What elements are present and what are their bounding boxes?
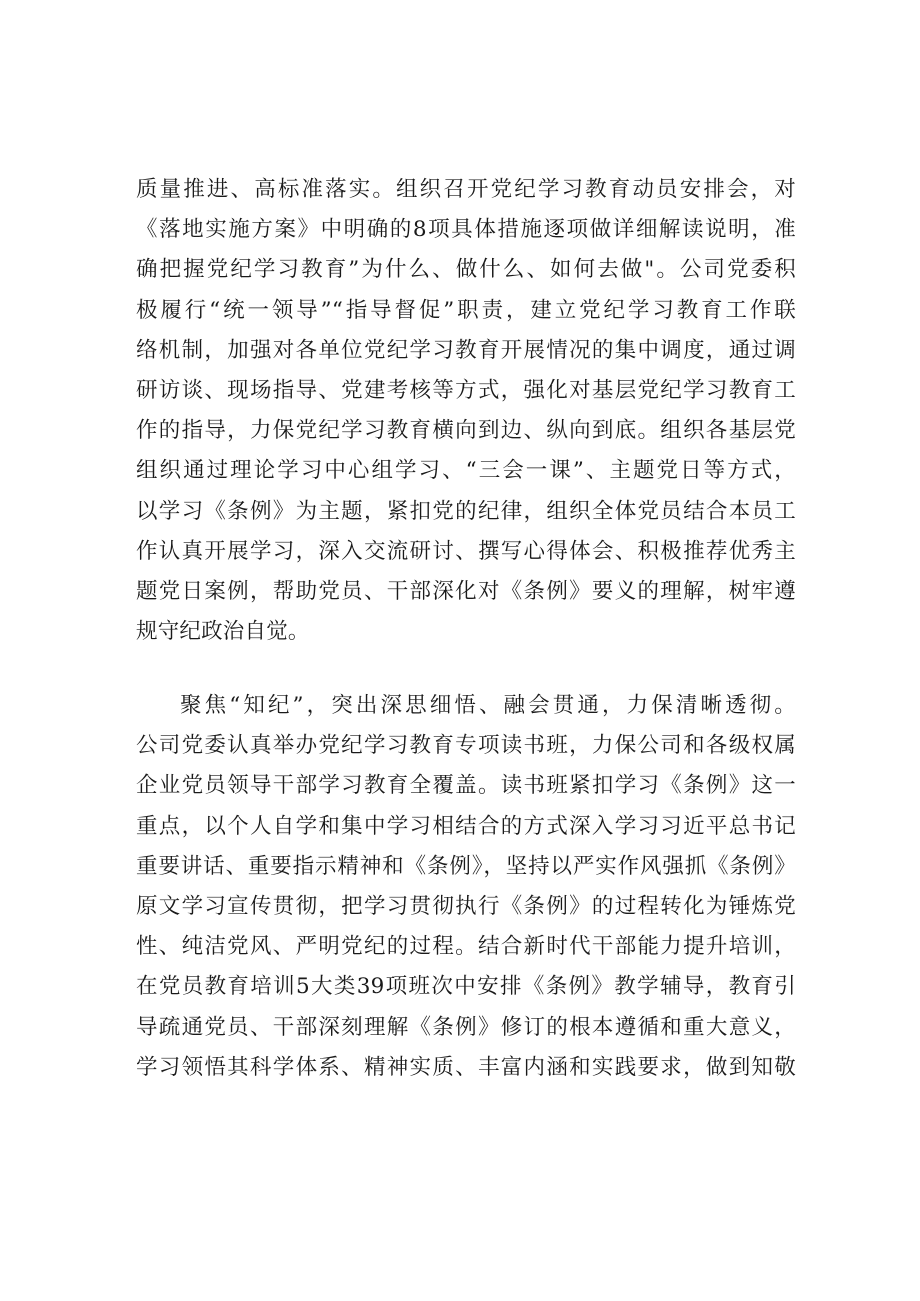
- paragraph-line: 以学习《条例》为主题，紧扣党的纪律，组织全体党员结合本员工: [136, 498, 796, 524]
- paragraph-line: 《落地实施方案》中明确的8项具体措施逐项做详细解读说明，准: [136, 217, 796, 243]
- paragraph-line: 题党日案例，帮助党员、干部深化对《条例》要义的理解，树牢遵: [136, 578, 796, 604]
- paragraph-1: [136, 170, 796, 652]
- paragraph-line: 导疏通党员、干部深刻理解《条例》修订的根本遵循和重大意义，: [136, 1014, 796, 1040]
- paragraph-line: 规守纪政治自觉。: [136, 619, 310, 645]
- paragraph-line: 作认真开展学习，深入交流研讨、撰写心得体会、积极推荐优秀主: [136, 538, 796, 564]
- paragraph-line: 络机制，加强对各单位党纪学习教育开展情况的集中调度，通过调: [136, 337, 796, 363]
- paragraph-2: [136, 686, 796, 1088]
- paragraph-line: 确把握党纪学习教育”为什么、做什么、如何去做"。公司党委积: [136, 257, 796, 283]
- paragraph-line: 学习领悟其科学体系、精神实质、丰富内涵和实践要求，做到知敬: [136, 1054, 796, 1080]
- paragraph-line: 质量推进、高标准落实。组织召开党纪学习教育动员安排会，对: [136, 177, 796, 202]
- paragraph-line: 重要讲话、重要指示精神和《条例》，坚持以严实作风强抓《条例》: [136, 853, 796, 879]
- paragraph-line: 重点，以个人自学和集中学习相结合的方式深入学习习近平总书记: [136, 813, 796, 839]
- paragraph-line: 作的指导，力保党纪学习教育横向到边、纵向到底。组织各基层党: [136, 418, 796, 444]
- paragraph-line: 原文学习宣传贯彻，把学习贯彻执行《条例》的过程转化为锤炼党: [136, 893, 796, 919]
- paragraph-line: 在党员教育培训5大类39项班次中安排《条例》教学辅导，教育引: [136, 974, 796, 1000]
- paragraph-line: 聚焦“知纪”，突出深思细悟、融会贯通，力保清晰透彻。: [180, 693, 796, 718]
- paragraph-line: 公司党委认真举办党纪学习教育专项读书班，力保公司和各级权属: [136, 733, 796, 759]
- paragraph-line: 企业党员领导干部学习教育全覆盖。读书班紧扣学习《条例》这一: [136, 773, 796, 799]
- paragraph-line: 研访谈、现场指导、党建考核等方式，强化对基层党纪学习教育工: [136, 377, 796, 403]
- paragraph-line: 性、纯洁党风、严明党纪的过程。结合新时代干部能力提升培训，: [136, 934, 796, 960]
- paragraph-line: 极履行“统一领导”“指导督促”职责，建立党纪学习教育工作联: [136, 297, 796, 323]
- paragraph-line: 组织通过理论学习中心组学习、“三会一课”、主题党日等方式，: [136, 458, 796, 484]
